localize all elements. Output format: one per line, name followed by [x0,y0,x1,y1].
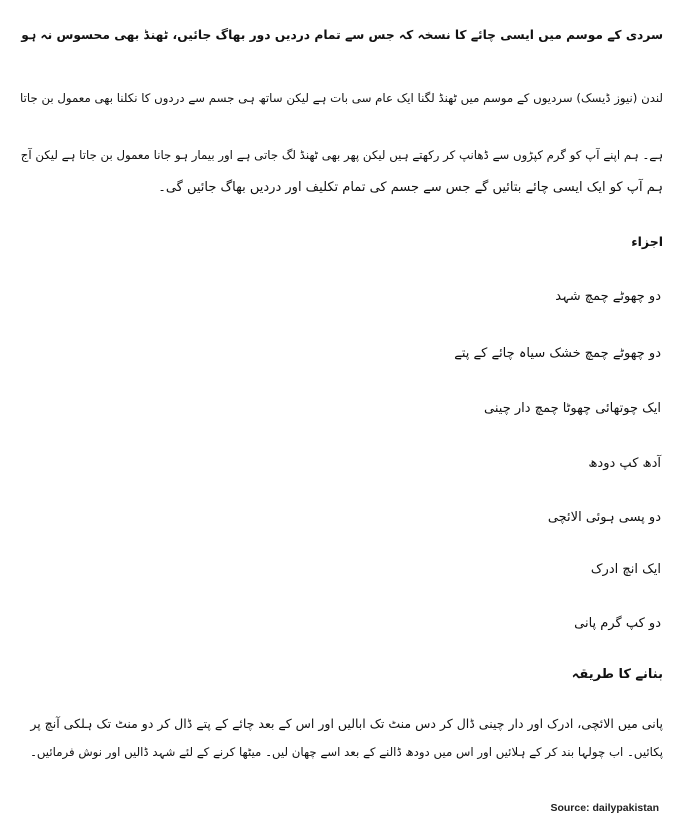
ingredients-heading: اجزاء [631,234,663,249]
source-credit: Source: dailypakistan [550,802,659,814]
ingredient-item: ایک چوتھائی چھوٹا چمچ دار چینی [484,401,661,416]
ingredient-item: دو چھوٹے چمچ خشک سیاہ چائے کے پتے [454,346,661,361]
intro-line: ہم آپ کو ایک ایسی چائے بتائیں گے جس سے جسم کی تمام تکلیف اور دردیں بھاگ جائیں گی۔ [158,180,663,195]
article-headline: سردی کے موسم میں ایسی چائے کا نسخہ کہ جس سے تمام دردیں دور بھاگ جائیں، ٹھنڈ بھی محسوس نہ ہو [21,28,663,42]
ingredient-item: دو چھوٹے چمچ شہد [555,289,661,304]
method-heading: بنانے کا طریقہ [571,667,663,682]
method-line: پانی میں الائچی، ادرک اور دار چینی ڈال کر دس منٹ تک ابالیں اور اس کے بعد چائے کے پتے ڈال کر دو منٹ تک ہلکی آنچ پر [30,716,663,731]
method-line: پکائیں۔ اب چولہا بند کر کے ہلائیں اور اس میں دودھ ڈالنے کے بعد اسے چھان لیں۔ میٹھا کرنے کے لئے شہد ڈالیں اور نوش فرمائیں۔ [29,745,663,759]
ingredient-item: ایک انچ ادرک [590,562,661,577]
ingredient-item: دو کپ گرم پانی [574,616,661,631]
intro-line: لندن (نیوز ڈیسک) سردیوں کے موسم میں ٹھنڈ لگنا ایک عام سی بات ہے لیکن ساتھ ہی جسم سے دردوں کا نکلنا بھی معمول بن جاتا [20,91,663,105]
ingredient-item: دو پسی ہوئی الائچی [547,510,661,525]
intro-line: ہے۔ ہم اپنے آپ کو گرم کپڑوں سے ڈھانپ کر رکھتے ہیں لیکن پھر بھی ٹھنڈ لگ جاتی ہے اور بیمار ہو جانا معمول بن جاتا ہے لیکن آج [20,148,663,162]
ingredient-item: آدھ کپ دودھ [588,456,661,471]
